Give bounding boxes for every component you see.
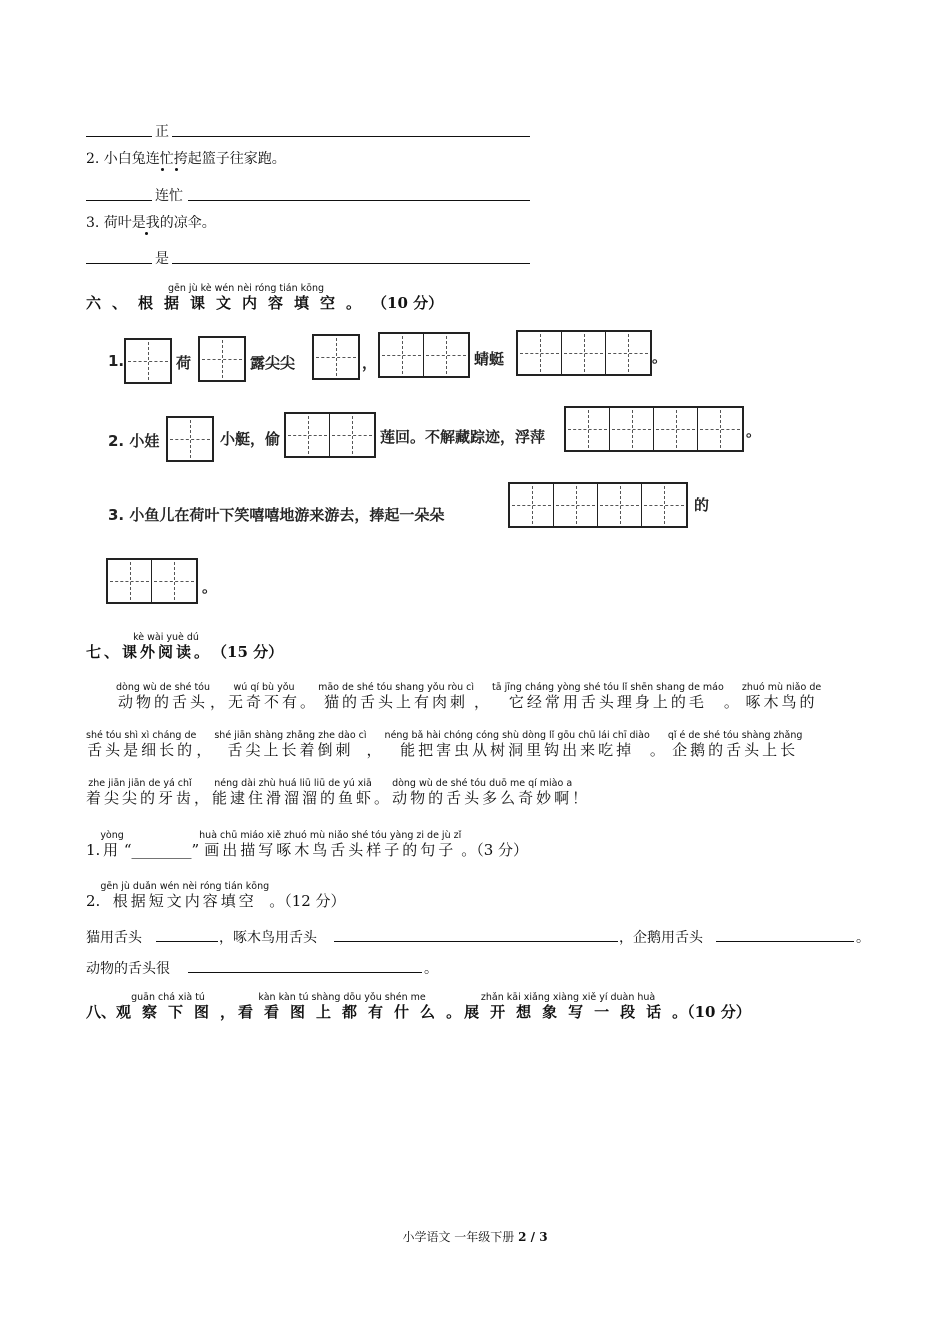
passage-line-3: zhe jiān jiān de yá chǐ 着尖尖的牙齿 ， néng dài zhù huá liū liū de yú xiā 能逮住滑溜溜的鱼虾 。 dòng wù de shé tóu duō me qí miào a 动物的舌头多么奇妙啊 ！ <box>86 778 591 807</box>
fill-grid-image <box>82 322 862 612</box>
row3-text: 3. 小鱼儿在荷叶下笑嘻嘻地游来游去，捧起一朵朵 <box>108 506 445 524</box>
keyword-zheng: 正 <box>155 124 169 140</box>
fill-text-e: 动物的舌头很 <box>86 961 170 977</box>
answer-blank-3a[interactable] <box>86 263 152 264</box>
row1-text-d: 蜻蜓 <box>474 350 505 368</box>
grid-r1-a[interactable] <box>124 338 172 384</box>
row1-number: 1. <box>108 352 125 370</box>
row1-comma: ， <box>362 354 378 372</box>
grid-r1-e[interactable] <box>516 330 652 376</box>
answer-blank-1b[interactable] <box>172 136 530 137</box>
section7-title: kè wài yuè dú 七、课外阅读。 （15 分） <box>86 632 284 661</box>
emphasis-dot <box>145 232 148 235</box>
section6-title: gēn jù kè wén nèi róng tián kōng 六、根据课文内容填空。 （10 分） <box>86 283 444 312</box>
grid-r2-b[interactable] <box>284 412 376 458</box>
grid-r1-b[interactable] <box>198 336 246 382</box>
grid-r2-c[interactable] <box>564 406 744 452</box>
row1-text-he: 荷 <box>176 354 192 372</box>
passage-line-2: shé tóu shì xì cháng de 舌头是细长的 ， shé jiān shàng zhǎng zhe dào cì 舌尖上长着倒刺 ， néng bǎ hài chóng cóng shù dòng lǐ gōu chū lái chī diào 能把害虫从树洞里钩出来吃掉 。 qǐ é de shé tóu shàng zhǎng 企鹅的舌头上长 <box>86 730 803 759</box>
row3-de: 的 <box>694 496 710 514</box>
page-footer <box>0 1228 950 1245</box>
question7-2: 2. gēn jù duǎn wén nèi róng tián kōng 根据短文内容填空 。（12 分） <box>86 881 346 910</box>
fill-text-a: 猫用舌头 <box>86 930 142 946</box>
grid-r1-d[interactable] <box>378 332 470 378</box>
grid-r2-a[interactable] <box>166 416 214 462</box>
keyword-lianmang: 连忙 <box>155 188 183 204</box>
fill-text-d: 。 <box>856 930 870 946</box>
fill-blank-cat[interactable] <box>156 941 218 942</box>
grid-r3-a[interactable] <box>508 482 688 528</box>
question-2: 2. 小白兔连忙挎起篮子往家跑。 <box>86 151 286 167</box>
row2-start: 2. 小娃 <box>108 432 160 450</box>
row2-end: 。 <box>746 422 762 440</box>
fill-blank-woodpecker[interactable] <box>334 941 618 942</box>
keyword-shi: 是 <box>155 251 169 267</box>
footer-text: 小学语文 一年级下册 <box>402 1230 515 1244</box>
row2-text-b: 莲回。不解藏踪迹，浮萍 <box>380 428 546 446</box>
answer-blank-2b[interactable] <box>188 200 530 201</box>
row2-text-a: 小艇，偷 <box>220 430 281 448</box>
fill-text-c: ，企鹅用舌头 <box>619 930 703 946</box>
emphasis-dot <box>161 168 164 171</box>
grid-r1-c[interactable] <box>312 334 360 380</box>
question7-1: 1. yòng 用 “________” huà chū miáo xiě zhuó mù niǎo shé tóu yàng zi de jù zǐ 画出描写啄木鸟舌头样子的句子 。（3 分） <box>86 830 529 859</box>
fill-text-f: 。 <box>424 961 438 977</box>
fill-blank-tongue[interactable] <box>188 972 422 973</box>
row1-end: 。 <box>652 348 668 366</box>
page-number: 2 / 3 <box>518 1230 548 1244</box>
answer-blank-2a[interactable] <box>86 200 152 201</box>
emphasis-dot <box>175 168 178 171</box>
section8-title: 八、 guān chá xià tú 观察下图 ， kàn kàn tú shàng dōu yǒu shén me 看看图上都有什么 。 zhǎn kāi xiǎng xiàng xiě yí duàn huà 展开想象写一段话 。（10 分） <box>86 992 751 1021</box>
fill-text-b: ，啄木鸟用舌头 <box>219 930 317 946</box>
fill-blank-penguin[interactable] <box>716 941 854 942</box>
row3-end: 。 <box>202 578 218 596</box>
answer-blank-1a[interactable] <box>86 136 152 137</box>
question-3: 3. 荷叶是我的凉伞。 <box>86 215 216 231</box>
row1-text-b: 露尖尖 <box>250 354 296 372</box>
grid-r3-b[interactable] <box>106 558 198 604</box>
passage-line-1: dòng wù de shé tóu 动物的舌头 ， wú qí bù yǒu 无奇不有 。 māo de shé tóu shang yǒu ròu cì 猫的舌头上有肉刺 ， tā jīng cháng yòng shé tóu lǐ shēn shang de máo 它经常用舌头理身上的毛 。 zhuó mù niǎo de 啄木鸟的 <box>116 682 822 711</box>
answer-blank-3b[interactable] <box>172 263 530 264</box>
